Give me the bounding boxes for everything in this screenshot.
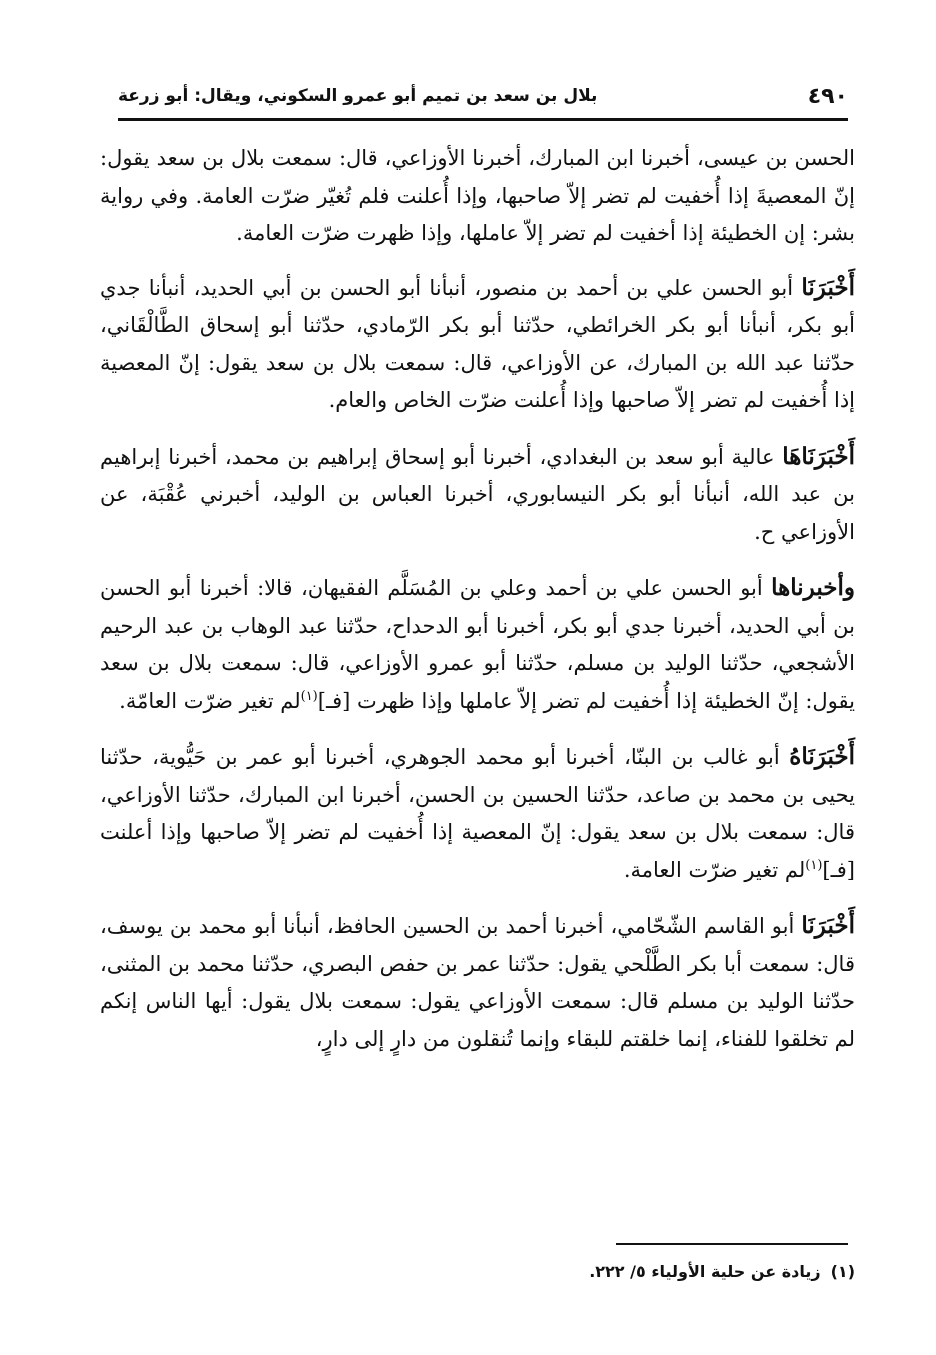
paragraph-tail: لم تغير ضرّت العامة. [623, 857, 806, 882]
paragraph-lead-word: وأخبرناها [771, 574, 855, 601]
paragraph-4 [100, 569, 855, 720]
paragraph-text: عالية أبو سعد بن البغدادي، أخبرنا أبو إسحاق إبراهيم بن محمد، أخبرنا إبراهيم بن عبد الله، أنبأنا أبو بكر النيسابوري، أخبرنا العباس بن الوليد، أخبرني عُقْبَة، عن الأوزاعي ح. [100, 444, 855, 544]
paragraph-text: أبو الحسن علي بن أحمد وعلي بن المُسَلَّم الفقيهان، قالا: أخبرنا أبو الحسن بن أبي الحديد، أخبرنا جدي أبو بكر، أخبرنا أبو الدحداح، حدّثنا عبد الوهاب بن عبد الرحيم الأشجعي، حدّثنا الوليد بن مسلم، حدّثنا أبو عمرو الأوزاعي، قال: سمعت بلال بن سعد يقول: إنّ الخطيئة إذا أُخفيت لم تضر إلاّ عاملها وإذا ظهرت [100, 576, 855, 713]
page-number: ٤٩٠ [807, 84, 848, 109]
running-title: بلال بن سعد بن تميم أبو عمرو السكوني، ويقال: أبو زرعة [118, 86, 598, 106]
paragraph-text: أبو القاسم الشّحّامي، أخبرنا أحمد بن الحسين الحافظ، أنبأنا أبو محمد بن يوسف، قال: سمعت أبا بكر الطَّلْحي يقول: حدّثنا عمر بن حفص البصري، حدّثنا محمد بن المثنى، حدّثنا الوليد بن مسلم قال: سمعت الأوزاعي يقول: سمعت بلال يقول: أيها الناس إنكم لم تخلقوا للفناء، إنما خلقتم للبقاء وإنما تُنقلون من دارٍ إلى دارٍ، [100, 914, 855, 1051]
paragraph-lead-word: أَخْبَرَنَاهُ [789, 743, 855, 770]
footnote-reference: (١) [300, 688, 318, 704]
paragraph-text: أبو الحسن علي بن أحمد بن منصور، أنبأنا أبو الحسن بن أبي الحديد، أنبأنا جدي أبو بكر، أنبأنا أبو بكر الخرائطي، حدّثنا أبو بكر الرّمادي، حدّثنا أبو إسحاق الطَّالْقَاني، حدّثنا عبد الله بن المبارك، عن الأوزاعي، قال: سمعت بلال بن سعد يقول: إنّ المعصية إذا أُخفيت لم تضر إلاّ صاحبها وإذا أُعلنت ضرّت الخاص والعام. [100, 275, 855, 412]
paragraph-6 [100, 907, 855, 1058]
running-header [118, 78, 848, 118]
paragraph-5 [100, 738, 855, 889]
paragraph-lead-word: أَخْبَرَنَا [801, 912, 855, 939]
header-divider [118, 118, 848, 121]
paragraph-3 [100, 438, 855, 552]
paragraph-lead-word: أَخْبَرَنَاهَا [782, 442, 855, 470]
footnote-text: زيادة عن حلية الأولياء ٥/ ٢٢٢. [589, 1262, 821, 1281]
footnote [400, 1262, 855, 1281]
bracketed-addition: [فـ] [822, 857, 855, 882]
paragraph-text: أبو غالب بن البنّا، أخبرنا أبو محمد الجوهري، أخبرنا أبو عمر بن حَيُّوية، حدّثنا يحيى بن محمد بن صاعد، حدّثنا الحسين بن الحسن، أخبرنا ابن المبارك، حدّثنا الأوزاعي، قال: سمعت بلال بن سعد يقول: إنّ المعصية إذا أُخفيت لم تضر إلاّ صاحبها وإذا أعلنت [100, 745, 855, 844]
main-text [100, 140, 855, 1076]
paragraph-text: الحسن بن عيسى، أخبرنا ابن المبارك، أخبرنا الأوزاعي، قال: سمعت بلال بن سعد يقول: إنّ المعصيةَ إذا أُخفيت لم تضر إلاّ صاحبها، وإذا أُعلنت فلم تُغيّر ضرّت العامة. وفي رواية بشر: إن الخطيئة إذا أخفيت لم تضر إلاّ عاملها، وإذا ظهرت ضرّت العامة. [100, 146, 855, 245]
paragraph-lead-word: أَخْبَرَنَا [801, 273, 855, 301]
editorial-insertion [805, 858, 855, 882]
bracketed-addition: [فـ] [317, 688, 351, 713]
paragraph-tail: لم تغير ضرّت العامّة. [119, 688, 301, 713]
footnote-number: (١) [830, 1262, 855, 1281]
footnote-divider [616, 1243, 848, 1245]
footnote-reference: (١) [805, 857, 823, 873]
editorial-insertion [301, 689, 351, 713]
paragraph-2 [100, 269, 855, 420]
paragraph-1 [100, 140, 855, 253]
